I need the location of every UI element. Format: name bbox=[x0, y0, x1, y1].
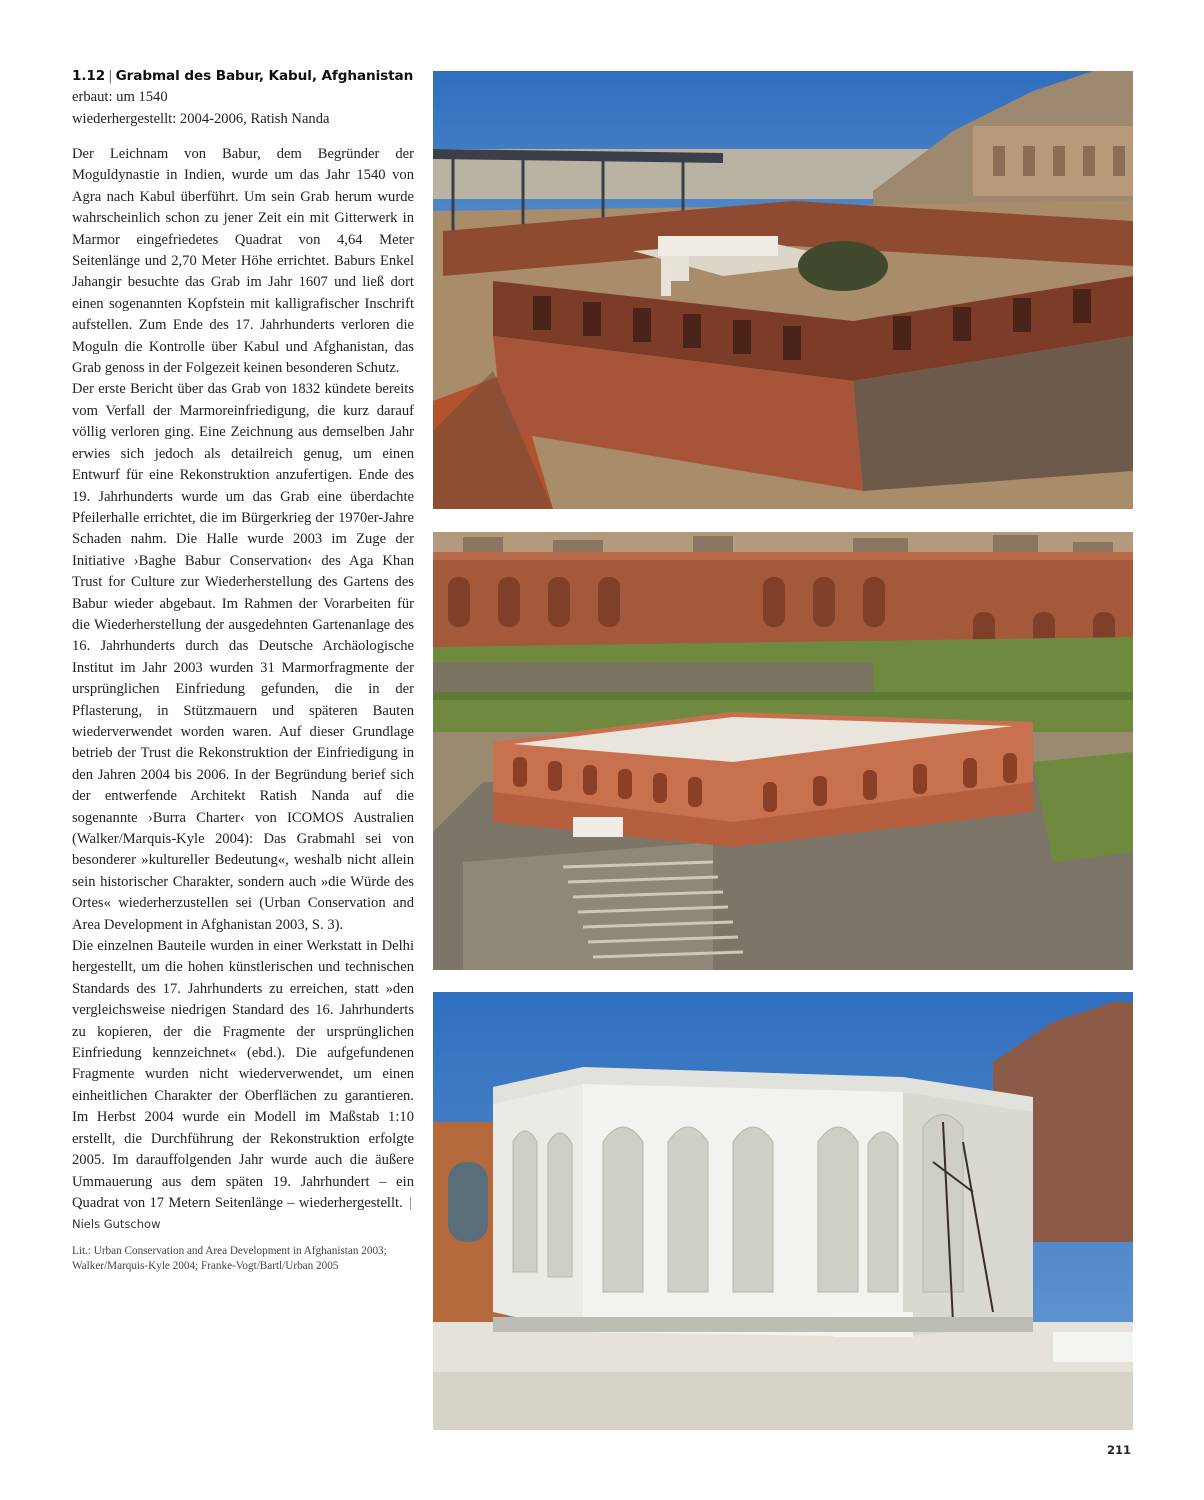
paragraph-3 bbox=[72, 936, 414, 1236]
photo-garden-enclosure bbox=[433, 532, 1133, 970]
page-number: 211 bbox=[1106, 1443, 1131, 1457]
heading-separator: | bbox=[108, 68, 113, 84]
article-heading bbox=[72, 66, 414, 87]
built-date: erbaut: um 1540 bbox=[72, 89, 168, 105]
paragraph-1: Der Leichnam von Babur, dem Begründer der Moguldynastie in Indien, wurde um das Jahr 1540 von Agra nach Kabul überführt. Um sein Grab herum wurde wahrscheinlich schon zu jener Zeit ein mit Gitterwerk in Marmor eingefriedetes Quadrat von 4,64 Meter Seitenlänge und 2,70 Meter Höhe errichtet. Baburs Enkel Jahangir besuchte das Grab im Jahr 1607 und ließ dort einen sogenannten Kopfstein mit kalligrafischer Inschrift aufstellen. Zum Ende des 17. Jahrhunderts verloren die Moguln die Kontrolle über Kabul und Afghanistan, das Grab genoss in der Folgezeit keinen besonderen Schutz. bbox=[72, 146, 414, 377]
article-column bbox=[72, 66, 414, 1274]
photo-marble-enclosure bbox=[433, 992, 1133, 1430]
article-body bbox=[72, 144, 414, 1236]
article-number: 1.12 bbox=[72, 68, 106, 84]
literature-references: Lit.: Urban Conservation and Area Development in Afghanistan 2003; Walker/Marquis-Kyle 2004; Franke-Vogt/Bartl/Urban 2005 bbox=[72, 1244, 387, 1272]
article-title: Grabmal des Babur, Kabul, Afghanistan bbox=[115, 68, 414, 84]
paragraph-2: Der erste Bericht über das Grab von 1832 kündete bereits vom Verfall der Marmoreinfriedigung, die kurz darauf völlig verloren ging. Eine Zeichnung aus demselben Jahr erwies sich jedoch als detailreich genug, um einen Entwurf für eine Rekonstruktion anzufertigen. Ende des 19. Jahrhunderts wurde um das Grab eine überdachte Pfeilerhalle errichtet, die im Bürgerkrieg der 1970er-Jahre Schaden nahm. Die Halle wurde 2003 im Zuge der Initiative ›Baghe Babur Conservation‹ des Aga Khan Trust for Culture zur Wiederherstellung des Gartens des Babur wieder abgebaut. Im Rahmen der Vorarbeiten für die Wiederherstellung der ausgedehnten Gartenanlage des 16. Jahrhunderts durch das Deutsche Archäologische Institut im Jahr 2003 wurden 31 Marmorfragmente der ursprünglichen Einfriedung gefunden, die in der Pflasterung, in Stützmauern und späteren Bauten wiederverwendet worden waren. Auf dieser Grundlage betrieb der Trust die Rekonstruktion der Einfriedigung in den Jahren 2004 bis 2006. In der Begründung berief sich der entwerfende Architekt Ratish Nanda auf die sogenannte ›Burra Charter‹ von ICOMOS Australien (Walker/Marquis-Kyle 2004): Das Grabmahl sei von besonderer »kultureller Bedeutung«, weshalb nicht allein sein historischer Charakter, sondern auch »die Würde des Ortes« wiederherzustellen sei (Urban Conservation and Area Development in Afghanistan 2003, S. 3). bbox=[72, 381, 414, 933]
paragraph-3-text: Die einzelnen Bauteile wurden in einer Werkstatt in Delhi hergestellt, um die hohen künstlerischen und technischen Standards des 17. Jahrhunderts zu erreichen, statt »den vergleichsweise niedrigen Standard des 16. Jahrhunderts zu kopieren, der die Fragmente der ursprünglichen Einfriedung kennzeichnet« (ebd.). Die aufgefundenen Fragmente wurden nicht wiederverwendet, um einen einheitlichen Charakter der Oberflächen zu garantieren. Im Herbst 2004 wurde ein Modell im Maßstab 1:10 erstellt, die Durchführung der Rekonstruktion erfolgte 2005. Im darauffolgenden Jahr wurde auch die äußere Ummauerung aus dem späten 19. Jahrhundert – ein Quadrat von 17 Metern Seitenlänge – wiederhergestellt. bbox=[72, 938, 414, 1211]
restoration-info: wiederhergestellt: 2004-2006, Ratish Nanda bbox=[72, 110, 330, 127]
photo-ruined-hall bbox=[433, 71, 1133, 509]
author-signature: Niels Gutschow bbox=[72, 1217, 161, 1232]
signature-separator: | bbox=[409, 1194, 412, 1211]
